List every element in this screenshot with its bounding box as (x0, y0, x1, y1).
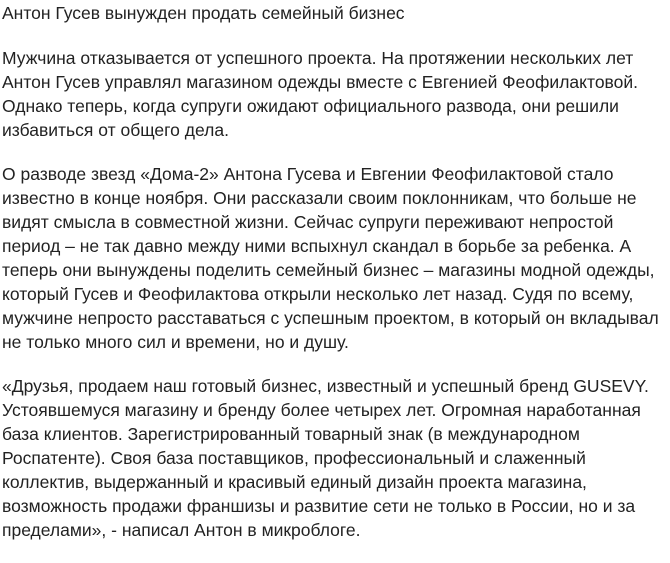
article-paragraph-3: «Друзья, продаем наш готовый бизнес, известный и успешный бренд GUSEVY. Устоявшемуся магазину и бренду более четырех лет. Огромная наработанная база клиентов. Зарегистрированный товарный знак (в международном Роспатенте). Своя база поставщиков, профессиональный и слаженный коллектив, выдержанный и красивый единый дизайн проекта магазина, возможность продажи франшизы и развитие сети не только в России, но и за пределами», - написал Антон в микроблоге. (2, 376, 649, 540)
article-title: Антон Гусев вынужден продать семейный бизнес (2, 3, 405, 23)
article-paragraph-2: О разводе звезд «Дома-2» Антона Гусева и Евгении Феофилактовой стало известно в конце ноября. Они рассказали своим поклонникам, что больше не видят смысла в совместной жизни. Сейчас супруги переживают непростой период – не так давно между ними вспыхнул скандал в борьбе за ребенка. А теперь они вынуждены поделить семейный бизнес – магазины модной одежды, который Гусев и Феофилактова открыли несколько лет назад. Судя по всему, мужчине непросто расставаться с успешным проектом, в который он вкладывал не только много сил и времени, но и душу. (2, 164, 659, 352)
article-paragraph-1: Мужчина отказывается от успешного проекта. На протяжении нескольких лет Антон Гусев управлял магазином одежды вместе с Евгенией Феофилактовой. Однако теперь, когда супруги ожидают официального развода, они решили избавиться от общего дела. (2, 48, 639, 140)
